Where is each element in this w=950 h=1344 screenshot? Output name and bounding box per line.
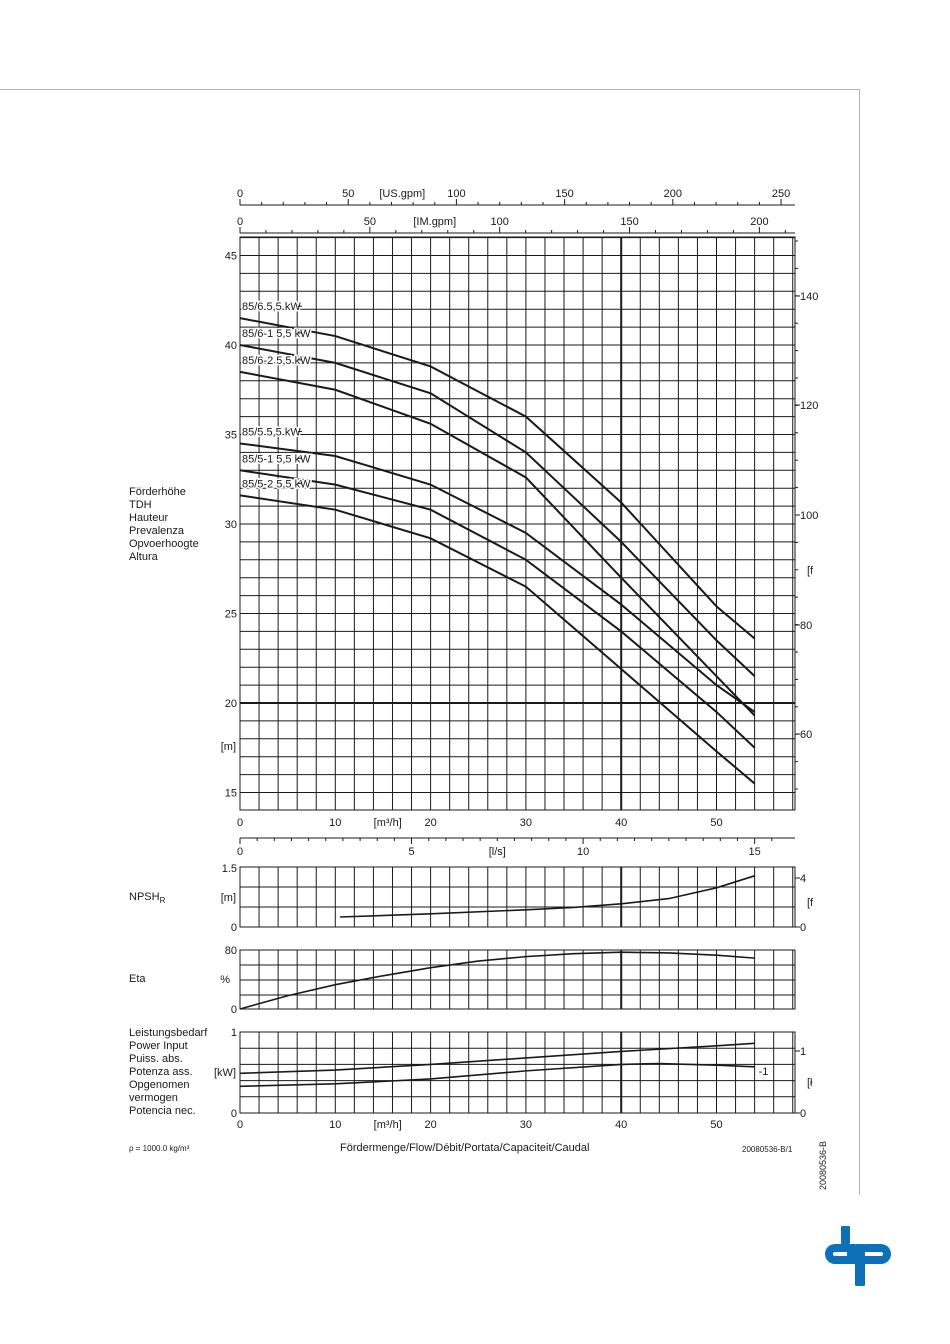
usgpm-tick-label: 200 <box>663 188 683 200</box>
power-y-tick-label: 1 <box>230 1027 237 1039</box>
power-right-unit: [ł <box>807 1077 813 1089</box>
npsh-right-tick-label: 4 <box>800 873 807 885</box>
head-axis-label-line: TDH <box>129 499 152 511</box>
head-y-tick-label: 15 <box>224 787 237 800</box>
imgpm-tick-label: 100 <box>490 216 509 228</box>
head-grid <box>240 237 795 810</box>
head-x-tick-label: 0 <box>236 817 244 829</box>
density-note: ρ = 1000.0 kg/m³ <box>129 1144 190 1153</box>
power-right-tick-label: 0 <box>800 1108 807 1120</box>
imgpm-unit: [IM.gpm] <box>413 216 457 228</box>
ft-tick-label: 140 <box>800 291 819 303</box>
power-x-tick-label: 50 <box>710 1119 723 1131</box>
head-curve-label: 85/6-1 5,5 kW <box>242 328 311 340</box>
power-x-tick-label: 20 <box>424 1119 437 1131</box>
head-axis-label-line: Opvoerhoogte <box>129 538 199 550</box>
power-x-tick-label: 10 <box>329 1119 342 1131</box>
power-axis-label-line: Leistungsbedarf <box>129 1027 208 1039</box>
eta-label: Eta <box>129 973 146 985</box>
imgpm-tick-label: 150 <box>620 216 639 228</box>
npsh-y-tick-label: 1.5 <box>221 863 237 875</box>
eta-y-tick-label: 80 <box>224 945 237 957</box>
head-curve <box>240 318 755 638</box>
head-axis-label-line: Altura <box>129 551 158 563</box>
power-frame <box>240 1032 795 1113</box>
head-y-tick-label: 25 <box>224 608 237 621</box>
imgpm-tick-label: 0 <box>236 216 244 228</box>
eta-curve <box>240 952 755 1009</box>
power-axis-label-line: Opgenomen <box>129 1079 190 1091</box>
power-y-tick-label: 0 <box>230 1108 237 1120</box>
brand-logo <box>825 1226 895 1286</box>
ft-tick-label: 80 <box>800 620 813 632</box>
flow-caption: Fördermenge/Flow/Débit/Portata/Capaciteit/Caudal <box>340 1142 590 1154</box>
power-axis-label <box>129 1027 207 1118</box>
npsh-frame <box>240 867 795 927</box>
npsh-y-unit: [m] <box>220 892 236 904</box>
head-curve <box>240 345 755 676</box>
usgpm-tick-label: 150 <box>555 188 574 200</box>
npsh-label: $NPSH_R$ <box>129 891 166 906</box>
head-curves <box>240 318 755 783</box>
head-y-tick-label: 30 <box>224 519 237 531</box>
head-y-tick-label: 35 <box>224 429 237 442</box>
usgpm-tick-label: 50 <box>342 188 355 200</box>
ls-tick-label: 5 <box>408 846 415 858</box>
ls-tick-label: 0 <box>236 846 244 858</box>
head-y-tick-label: 20 <box>224 698 237 710</box>
head-x-tick-label: 50 <box>710 817 723 829</box>
head-curve-label: 85/5-2 5,5 kW <box>242 478 311 491</box>
power-x-tick-label: 40 <box>615 1119 628 1131</box>
npsh-curve <box>340 876 755 917</box>
power-x-tick-label: 30 <box>519 1119 533 1131</box>
power-grid <box>240 1032 795 1113</box>
head-x-tick-label: 30 <box>519 817 533 829</box>
eta-grid <box>240 950 795 1009</box>
head-y-unit: [m] <box>220 740 236 753</box>
eta-y-tick-label: 0 <box>230 1004 237 1016</box>
usgpm-tick-label: 100 <box>447 188 466 200</box>
usgpm-tick-label: 250 <box>771 188 791 200</box>
head-axis-label <box>129 486 199 564</box>
ls-tick-label: 10 <box>576 846 590 858</box>
head-curve <box>240 470 755 747</box>
head-y-tick-label: 40 <box>224 340 237 352</box>
head-axis-label-line: Prevalenza <box>129 525 185 537</box>
power-axis-label-line: vermogen <box>129 1092 178 1104</box>
imgpm-tick-label: 50 <box>363 216 376 228</box>
npsh-grid <box>240 867 795 927</box>
head-x-tick-label: 20 <box>424 817 437 829</box>
power-axis-label-line: Power Input <box>129 1040 188 1052</box>
power-axis-label-line: Potenza ass. <box>129 1066 193 1078</box>
head-x-tick-label: 40 <box>615 817 628 829</box>
usgpm-unit: [US.gpm] <box>379 188 426 200</box>
power-y-unit: [kW] <box>214 1067 236 1079</box>
head-curve <box>240 495 755 783</box>
ls-tick-label: 15 <box>748 846 761 858</box>
head-y-tick-label: 45 <box>224 250 237 263</box>
npsh-right-unit: [f <box>807 897 814 909</box>
ft-tick-label: 60 <box>800 729 813 741</box>
document-code: 20080536-B <box>818 1140 828 1190</box>
power-axis-label-line: Potencia nec. <box>129 1105 196 1117</box>
head-curve-label: 85/5-1 5,5 kW <box>242 453 311 466</box>
eta-y-unit: % <box>220 974 230 986</box>
ft-tick-label: 120 <box>800 400 819 412</box>
head-curve-label: 85/6 5,5 kW <box>242 301 301 314</box>
power-right-tick-label: 1 <box>800 1046 807 1058</box>
chart-code: 20080536-B/1 <box>742 1145 793 1154</box>
head-curve-label: 85/5 5,5 kW <box>242 426 301 439</box>
head-x-tick-label: 10 <box>329 817 342 829</box>
head-x-unit: [m³/h] <box>373 817 402 829</box>
power-x-tick-label: 0 <box>236 1119 244 1131</box>
ls-unit: [l/s] <box>488 846 506 858</box>
ft-tick-label: 100 <box>800 510 819 522</box>
usgpm-tick-label: 0 <box>236 188 244 200</box>
npsh-right-tick-label: 0 <box>800 922 807 934</box>
head-curve-label: 85/6-2 5,5 kW <box>242 354 311 367</box>
power-axis-label-line: Puiss. abs. <box>129 1053 183 1065</box>
imgpm-tick-label: 200 <box>750 216 769 228</box>
npsh-y-tick-label: 0 <box>230 922 237 934</box>
power-curve <box>240 1064 755 1087</box>
ft-unit: [f <box>807 565 814 577</box>
logo-mark <box>825 1226 891 1286</box>
head-axis-label-line: Förderhöhe <box>129 486 186 498</box>
power-curve-label: -1 <box>758 1065 769 1078</box>
head-axis-label-line: Hauteur <box>129 512 169 524</box>
power-x-unit: [m³/h] <box>373 1119 402 1131</box>
